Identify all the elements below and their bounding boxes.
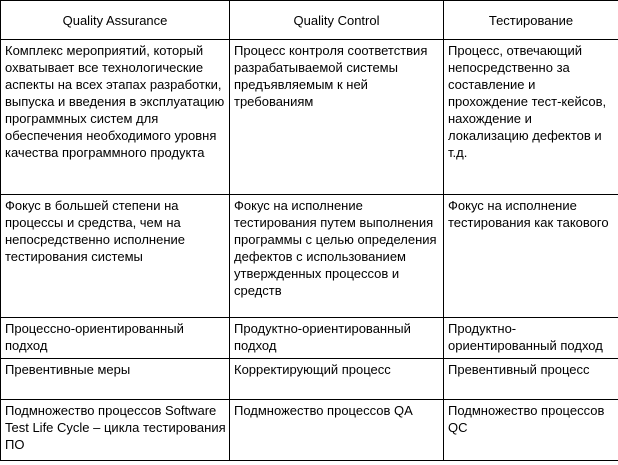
header-quality-assurance: Quality Assurance <box>1 1 230 40</box>
header-testing: Тестирование <box>444 1 618 40</box>
table-cell: Процесс контроля соответствия разрабатываемой системы предъявляемым к ней требованиям <box>230 40 444 195</box>
table-cell: Превентивные меры <box>1 359 230 400</box>
table-row-measures <box>1 359 618 400</box>
table-row-subset <box>1 400 618 461</box>
table-row-approach <box>1 318 618 359</box>
table-row-definition <box>1 40 618 195</box>
table-cell: Подмножество процессов QC <box>444 400 618 461</box>
table-cell: Фокус на исполнение тестирования как такового <box>444 195 618 318</box>
table-cell: Превентивный процесс <box>444 359 618 400</box>
table-row-focus <box>1 195 618 318</box>
table-cell: Корректирующий процесс <box>230 359 444 400</box>
table-cell: Подмножество процессов QA <box>230 400 444 461</box>
table-cell: Комплекс мероприятий, который охватывает все технологические аспекты на всех этапах разработки, выпуска и введения в эксплуатацию программных систем для обеспечения необходимого уровня качества программного продукта <box>1 40 230 195</box>
table-cell: Фокус на исполнение тестирования путем выполнения программы с целью определения дефектов с использованием утвержденных процессов и средств <box>230 195 444 318</box>
table-cell: Процессно-ориентированный подход <box>1 318 230 359</box>
table-cell: Фокус в большей степени на процессы и средства, чем на непосредственно исполнение тестирования системы <box>1 195 230 318</box>
table-cell: Продуктно-ориентированный подход <box>230 318 444 359</box>
header-row <box>1 1 618 40</box>
header-quality-control: Quality Control <box>230 1 444 40</box>
table-cell: Процесс, отвечающий непосредственно за составление и прохождение тест-кейсов, нахождение и локализацию дефектов и т.д. <box>444 40 618 195</box>
table-cell: Подмножество процессов Software Test Life Cycle – цикла тестирования ПО <box>1 400 230 461</box>
table-cell: Продуктно-ориентированный подход <box>444 318 618 359</box>
